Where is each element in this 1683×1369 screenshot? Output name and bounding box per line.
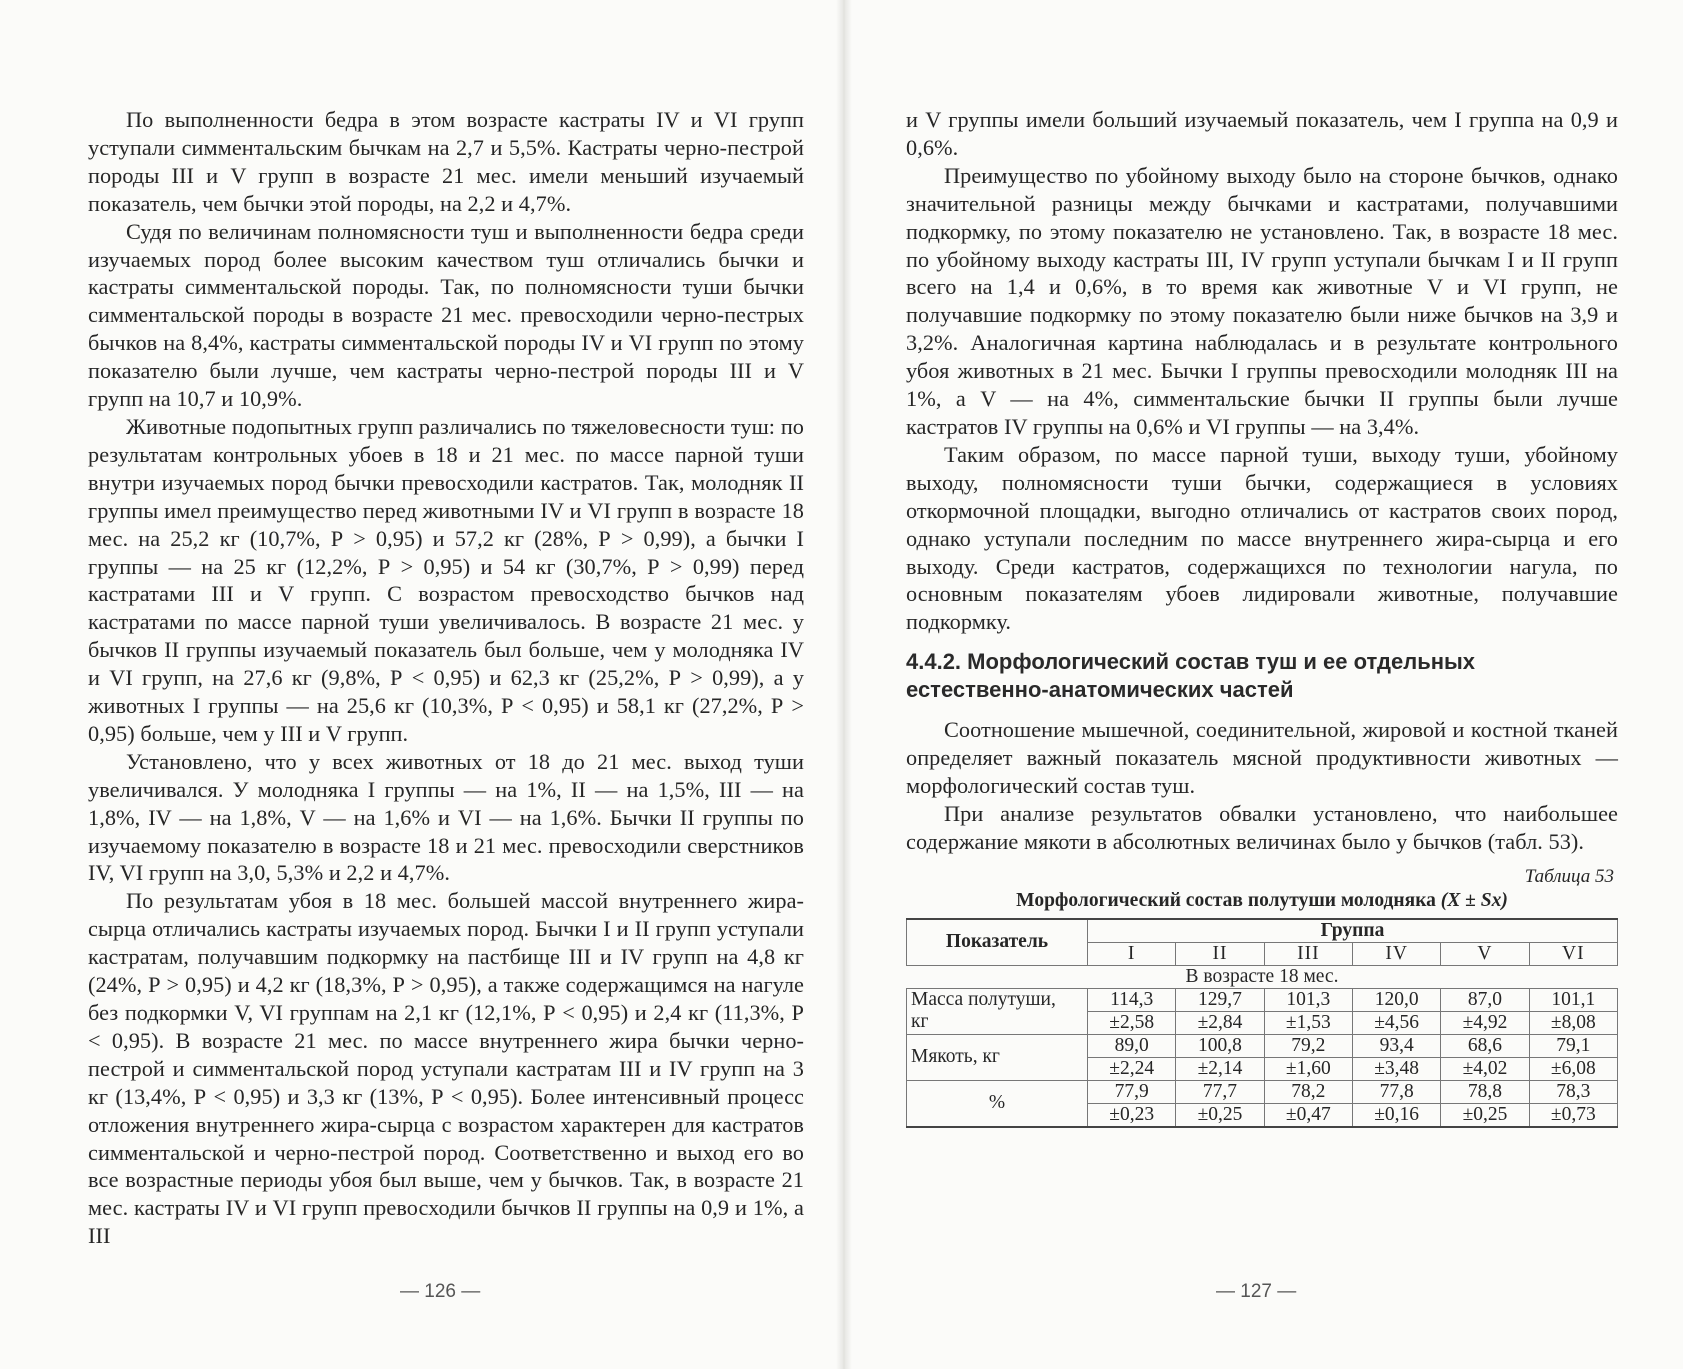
table-cell: 101,3: [1264, 988, 1352, 1011]
table-cell: 129,7: [1176, 988, 1264, 1011]
group-col-3: III: [1264, 942, 1352, 965]
right-paragraph-3: Таким образом, по массе парной туши, выходу туши, убойному выходу, полномясности туши бычки, содержащиеся в условиях откормочной площадки, выгодно отличались от кастратов своих пород, однако уступали последним по массе внутреннего жира-сырца и его выходу. Среди кастратов, содержащихся по технологии нагула, по основным показателям убоев лидировали животные, получавшие подкормку.: [906, 441, 1618, 635]
table-cell: 93,4: [1352, 1034, 1440, 1057]
table-cell: 77,8: [1352, 1080, 1440, 1103]
row-label-muscle: Мякоть, кг: [907, 1034, 1088, 1080]
right-paragraph-4: Соотношение мышечной, соединительной, жировой и костной тканей определяет важный показатель мясной продуктивности животных — морфологический состав туш.: [906, 717, 1618, 799]
table-cell: ±8,08: [1529, 1011, 1617, 1034]
header-group: Группа: [1088, 919, 1618, 943]
table-cell: 78,8: [1441, 1080, 1529, 1103]
table-row: [907, 1034, 1618, 1057]
table-cell: ±2,24: [1088, 1057, 1176, 1080]
table-cell: ±2,84: [1176, 1011, 1264, 1034]
left-paragraph-3: Животные подопытных групп различались по тяжеловесности туш: по результатам контрольных убоев в 18 и 21 мес. по массе парной туши внутри изучаемых пород бычки превосходили кастратов. Так, молодняк II группы имел преимущество перед животными IV и VI групп в возрасте 18 мес. на 25,2 кг (10,7%, Р > 0,95) и 57,2 кг (28%, Р > 0,99), а бычки I группы — на 25 кг (12,2%, Р > 0,95) и 54 кг (30,7%, Р > 0,99) перед кастратами III и V групп. С возрастом превосходство бычков над кастратами по массе парной туши увеличивалось. В возрасте 21 мес. у бычков II группы изучаемый показатель был больше, чем у молодняка IV и VI групп, на 27,6 кг (9,8%, Р < 0,95) и 62,3 кг (25,2%, Р > 0,99), а у животных I группы — на 25,6 кг (10,3%, Р < 0,95) и 58,1 кг (27,2%, Р > 0,95) больше, чем у III и V групп.: [88, 413, 804, 746]
table-cell: 114,3: [1088, 988, 1176, 1011]
table-cell: ±4,56: [1352, 1011, 1440, 1034]
table-cell: 89,0: [1088, 1034, 1176, 1057]
table-cell: 79,2: [1264, 1034, 1352, 1057]
table-cell: ±0,47: [1264, 1103, 1352, 1127]
table-cell: ±0,23: [1088, 1103, 1176, 1127]
right-page: [906, 106, 1618, 1128]
table-cell: 87,0: [1441, 988, 1529, 1011]
table-cell: ±4,92: [1441, 1011, 1529, 1034]
row-label-carcass-mass: [907, 988, 1088, 1034]
table-cell: ±0,25: [1441, 1103, 1529, 1127]
table-cell: ±3,48: [1352, 1057, 1440, 1080]
table-cell: 78,3: [1529, 1080, 1617, 1103]
table-title-text: Морфологический состав полутуши молодняка: [1016, 889, 1436, 911]
table-header-row: [907, 919, 1618, 943]
page-number-right: — 127 —: [1216, 1281, 1297, 1302]
right-paragraph-5: При анализе результатов обвалки установлено, что наибольшее содержание мякоти в абсолютных величинах было у бычков (табл. 53).: [906, 800, 1618, 854]
section-age-18: В возрасте 18 мес.: [907, 965, 1618, 988]
table-cell: ±0,73: [1529, 1103, 1617, 1127]
group-col-1: I: [1088, 942, 1176, 965]
left-paragraph-1: По выполненности бедра в этом возрасте кастраты IV и VI групп уступали симментальским бычкам на 2,7 и 5,5%. Кастраты черно-пестрой породы III и V групп в возрасте 21 мес. имели меньший изучаемый показатель, чем бычки этой породы, на 2,2 и 4,7%.: [88, 107, 804, 216]
table-cell: ±1,60: [1264, 1057, 1352, 1080]
table-cell: 77,9: [1088, 1080, 1176, 1103]
table-title-formula: (X ± Sx): [1440, 889, 1508, 911]
table-cell: ±0,16: [1352, 1103, 1440, 1127]
page-number-left: — 126 —: [400, 1281, 481, 1302]
section-heading-line-2: естественно-анатомических частей: [906, 677, 1294, 703]
table-cell: 68,6: [1441, 1034, 1529, 1057]
right-paragraph-1: и V группы имели больший изучаемый показатель, чем I группа на 0,9 и 0,6%.: [906, 107, 1618, 160]
morphology-table: [906, 918, 1618, 1128]
table-cell: ±4,02: [1441, 1057, 1529, 1080]
right-paragraph-2: Преимущество по убойному выходу было на стороне бычков, однако значительной разницы между бычками и кастратами, получавшими подкормку, по этому показателю не установлено. Так, в возрасте 18 мес. по убойному выходу кастраты III, IV групп уступали бычкам I и II групп всего на 1,4 и 0,6%, в то время как животные V и VI групп, не получавшие подкормку по этому показателю были ниже бычков на 3,9 и 3,2%. Аналогичная картина наблюдалась и в результате контрольного убоя животных в 21 мес. Бычки I группы превосходили молодняк III на 1%, а V — на 4%, симментальские бычки II группы были лучше кастратов IV группы на 0,6% и VI группы — на 3,4%.: [906, 162, 1618, 439]
table-title: [906, 890, 1618, 912]
table-cell: ±1,53: [1264, 1011, 1352, 1034]
table-cell: 120,0: [1352, 988, 1440, 1011]
left-paragraph-4: Установлено, что у всех животных от 18 до 21 мес. выход туши увеличивался. У молодняка I группы — на 1%, II — на 1,5%, III — на 1,8%, IV — на 1,8%, V — на 1,6% и VI — на 1,6%. Бычки II группы по изучаемому показателю в возрасте 18 и 21 мес. превосходили сверстников IV, VI групп на 3,0, 5,3% и 2,2 и 4,7%.: [88, 748, 804, 886]
table-row: [907, 1080, 1618, 1103]
table-cell: 77,7: [1176, 1080, 1264, 1103]
group-col-5: V: [1441, 942, 1529, 965]
table-cell: ±2,14: [1176, 1057, 1264, 1080]
book-gutter: [836, 0, 852, 1369]
table-cell: ±6,08: [1529, 1057, 1617, 1080]
table-cell: 78,2: [1264, 1080, 1352, 1103]
table-cell: 79,1: [1529, 1034, 1617, 1057]
table-label: Таблица 53: [1524, 865, 1614, 887]
left-paragraph-2: Судя по величинам полномясности туш и выполненности бедра среди изучаемых пород более высоким качеством туш отличались бычки и кастраты симментальской породы. Так, по полномясности туши бычки симментальской породы в возрасте 21 мес. превосходили черно-пестрых бычков на 8,4%, кастраты симментальской породы IV и VI групп по этому показателю были лучше, чем кастраты черно-пестрой породы III и V групп на 10,7 и 10,9%.: [88, 218, 804, 412]
group-col-2: II: [1176, 942, 1264, 965]
table-row: [907, 988, 1618, 1011]
group-col-6: VI: [1529, 942, 1617, 965]
table-cell: ±2,58: [1088, 1011, 1176, 1034]
table-section-row: [907, 965, 1618, 988]
section-heading: [906, 648, 1618, 704]
row-label-percent: %: [907, 1080, 1088, 1127]
row-label-line: кг: [911, 1011, 929, 1033]
section-heading-line-1: 4.4.2. Морфологический состав туш и ее отдельных: [906, 649, 1476, 675]
left-paragraph-5: По результатам убоя в 18 мес. большей массой внутреннего жира-сырца отличались кастраты изучаемых пород. Бычки I и II групп уступали кастратам, получавшим подкормку на пастбище III и IV групп на 4,8 кг (24%, Р > 0,95) и 4,2 кг (18,3%, Р > 0,95), а также содержащимся на нагуле без подкормки V, VI группам на 2,1 кг (12,1%, Р < 0,95) и 2,4 кг (11,3%, Р < 0,95). В возрасте 21 мес. по массе внутреннего жира бычки черно-пестрой и симментальской пород уступали кастратам III и IV групп на 3 кг (13,4%, Р < 0,95) и 3,3 кг (13%, Р < 0,95). Более интенсивный процесс отложения внутреннего жира-сырца с возрастом характерен для кастратов симментальской и черно-пестрой пород. Соответственно и выход его во все возрастные периоды убоя был выше, чем у бычков. Так, в возрасте 21 мес. кастраты IV и VI групп превосходили бычков II группы на 0,9 и 1%, а III: [88, 888, 804, 1249]
left-page: [88, 106, 804, 1250]
table-cell: ±0,25: [1176, 1103, 1264, 1127]
group-col-4: IV: [1352, 942, 1440, 965]
row-label-line: Масса полутуши,: [911, 989, 1056, 1011]
header-param: Показатель: [907, 919, 1088, 966]
table-cell: 101,1: [1529, 988, 1617, 1011]
table-cell: 100,8: [1176, 1034, 1264, 1057]
